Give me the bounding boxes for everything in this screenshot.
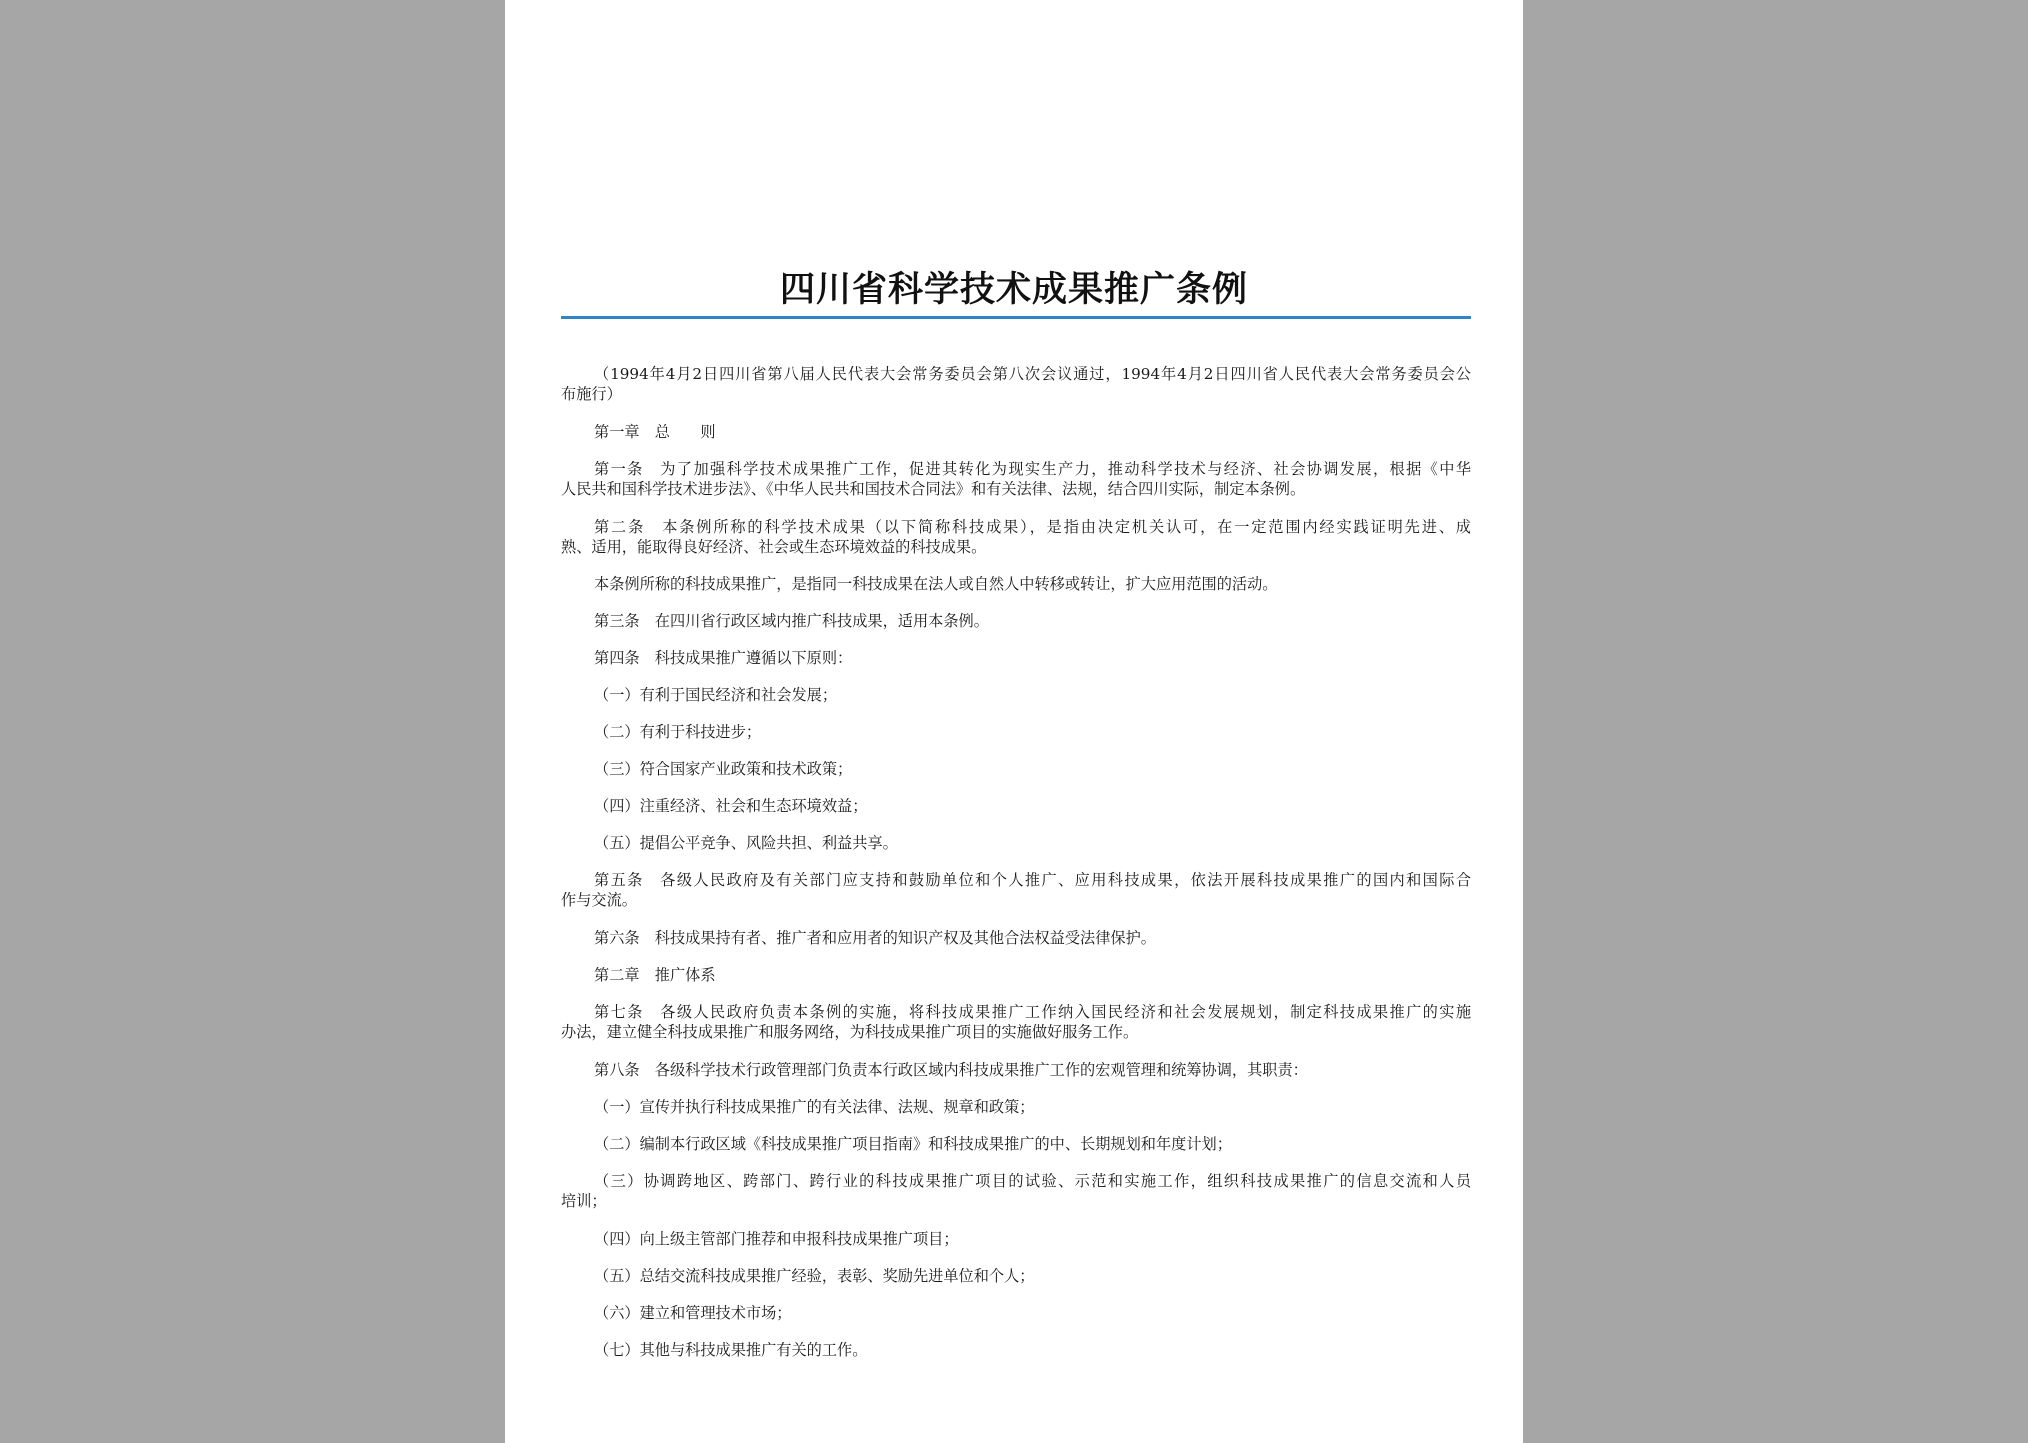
list-item: （四）向上级主管部门推荐和申报科技成果推广项目； xyxy=(594,1230,959,1248)
list-item: 培训； xyxy=(561,1192,607,1210)
article-line: 第三条 在四川省行政区域内推广科技成果，适用本条例。 xyxy=(594,612,989,630)
article-line: 办法，建立健全科技成果推广和服务网络，为科技成果推广项目的实施做好服务工作。 xyxy=(561,1023,1139,1041)
list-item: （六）建立和管理技术市场； xyxy=(594,1304,792,1322)
article-line: 第七条 各级人民政府负责本条例的实施，将科技成果推广工作纳入国民经济和社会发展规划，制定科技成果推广的实施 xyxy=(594,1003,1471,1021)
document-page xyxy=(505,0,1523,1443)
list-item: （一）有利于国民经济和社会发展； xyxy=(594,686,837,704)
title-underline xyxy=(561,316,1471,319)
article-line: 作与交流。 xyxy=(561,891,637,909)
article-line: 熟、适用，能取得良好经济、社会或生态环境效益的科技成果。 xyxy=(561,538,987,556)
document-title: 四川省科学技术成果推广条例 xyxy=(779,269,1248,310)
list-item: （一）宣传并执行科技成果推广的有关法律、法规、规章和政策； xyxy=(594,1098,1035,1116)
preamble-line: （1994年4月2日四川省第八届人民代表大会常务委员会第八次会议通过，1994年4月2日四川省人民代表大会常务委员会公 xyxy=(594,365,1471,383)
preamble-line: 布施行） xyxy=(561,385,622,403)
list-item: （五）提倡公平竞争、风险共担、利益共享。 xyxy=(594,834,898,852)
article-line: 第八条 各级科学技术行政管理部门负责本行政区域内科技成果推广工作的宏观管理和统筹协调，其职责： xyxy=(594,1061,1308,1079)
article-line: 第五条 各级人民政府及有关部门应支持和鼓励单位和个人推广、应用科技成果，依法开展科技成果推广的国内和国际合 xyxy=(594,871,1471,889)
chapter-heading: 第一章 总 则 xyxy=(594,423,716,441)
list-item: （二）编制本行政区域《科技成果推广项目指南》和科技成果推广的中、长期规划和年度计划； xyxy=(594,1135,1232,1153)
article-line: 第六条 科技成果持有者、推广者和应用者的知识产权及其他合法权益受法律保护。 xyxy=(594,929,1156,947)
article-line: 第一条 为了加强科学技术成果推广工作，促进其转化为现实生产力，推动科学技术与经济、社会协调发展，根据《中华 xyxy=(594,460,1471,478)
list-item: （三）协调跨地区、跨部门、跨行业的科技成果推广项目的试验、示范和实施工作，组织科技成果推广的信息交流和人员 xyxy=(594,1172,1471,1190)
list-item: （七）其他与科技成果推广有关的工作。 xyxy=(594,1341,868,1359)
list-item: （二）有利于科技进步； xyxy=(594,723,762,741)
article-line: 第四条 科技成果推广遵循以下原则： xyxy=(594,649,853,667)
list-item: （四）注重经济、社会和生态环境效益； xyxy=(594,797,868,815)
article-line: 人民共和国科学技术进步法》、《中华人民共和国技术合同法》和有关法律、法规，结合四川实际，制定本条例。 xyxy=(561,480,1306,498)
article-line: 第二条 本条例所称的科学技术成果（以下简称科技成果），是指由决定机关认可，在一定范围内经实践证明先进、成 xyxy=(594,518,1471,536)
list-item: （五）总结交流科技成果推广经验，表彰、奖励先进单位和个人； xyxy=(594,1267,1035,1285)
list-item: （三）符合国家产业政策和技术政策； xyxy=(594,760,853,778)
chapter-heading: 第二章 推广体系 xyxy=(594,966,716,984)
article-line: 本条例所称的科技成果推广，是指同一科技成果在法人或自然人中转移或转让，扩大应用范围的活动。 xyxy=(594,575,1278,593)
